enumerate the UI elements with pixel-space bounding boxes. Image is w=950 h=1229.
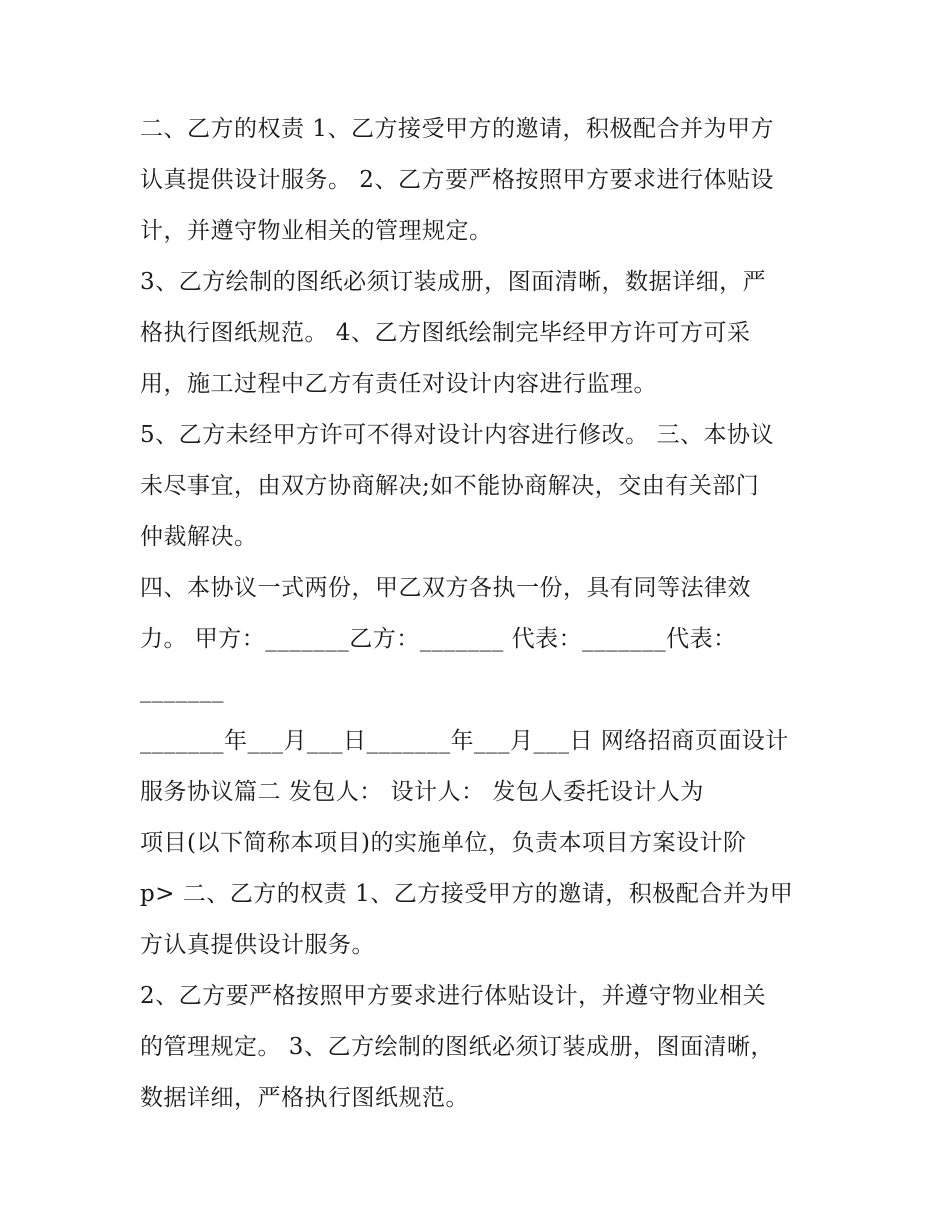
- text-line: 格执行图纸规范。 4、乙方图纸绘制完毕经甲方许可方可采: [140, 320, 751, 346]
- text-line: 计，并遵守物业相关的管理规定。: [140, 218, 493, 244]
- text-line: _______: [140, 677, 224, 703]
- text-line: 用，施工过程中乙方有责任对设计内容进行监理。: [140, 371, 657, 397]
- text-line: 四、本协议一式两份，甲乙双方各执一份，具有同等法律效: [140, 575, 751, 601]
- text-line: 二、乙方的权责 1、乙方接受甲方的邀请，积极配合并为甲方: [140, 116, 774, 142]
- text-line: _______年___月___日_______年___月___日 网络招商页面设计: [140, 728, 789, 754]
- text-line: 认真提供设计服务。 2、乙方要严格按照甲方要求进行体贴设: [140, 167, 774, 193]
- text-line: 方认真提供设计服务。: [140, 932, 375, 958]
- text-line: 力。 甲方：_______乙方：_______ 代表：_______代表：: [140, 626, 737, 652]
- text-line: 仲裁解决。: [140, 524, 258, 550]
- text-line: 5、乙方未经甲方许可不得对设计内容进行修改。 三、本协议: [140, 422, 774, 448]
- text-line: p> 二、乙方的权责 1、乙方接受甲方的邀请，积极配合并为甲: [140, 881, 794, 907]
- document-body: [140, 104, 820, 1124]
- text-line: 未尽事宜，由双方协商解决;如不能协商解决，交由有关部门: [140, 473, 760, 499]
- text-line: 2、乙方要严格按照甲方要求进行体贴设计，并遵守物业相关: [140, 983, 767, 1009]
- text-line: 的管理规定。 3、乙方绘制的图纸必须订装成册，图面清晰，: [140, 1034, 774, 1060]
- text-line: 服务协议篇二 发包人： 设计人： 发包人委托设计人为: [140, 779, 704, 805]
- text-line: 数据详细，严格执行图纸规范。: [140, 1085, 469, 1111]
- text-line: 3、乙方绘制的图纸必须订装成册，图面清晰，数据详细，严: [140, 269, 767, 295]
- text-line: 项目(以下简称本项目)的实施单位，负责本项目方案设计阶: [140, 830, 747, 856]
